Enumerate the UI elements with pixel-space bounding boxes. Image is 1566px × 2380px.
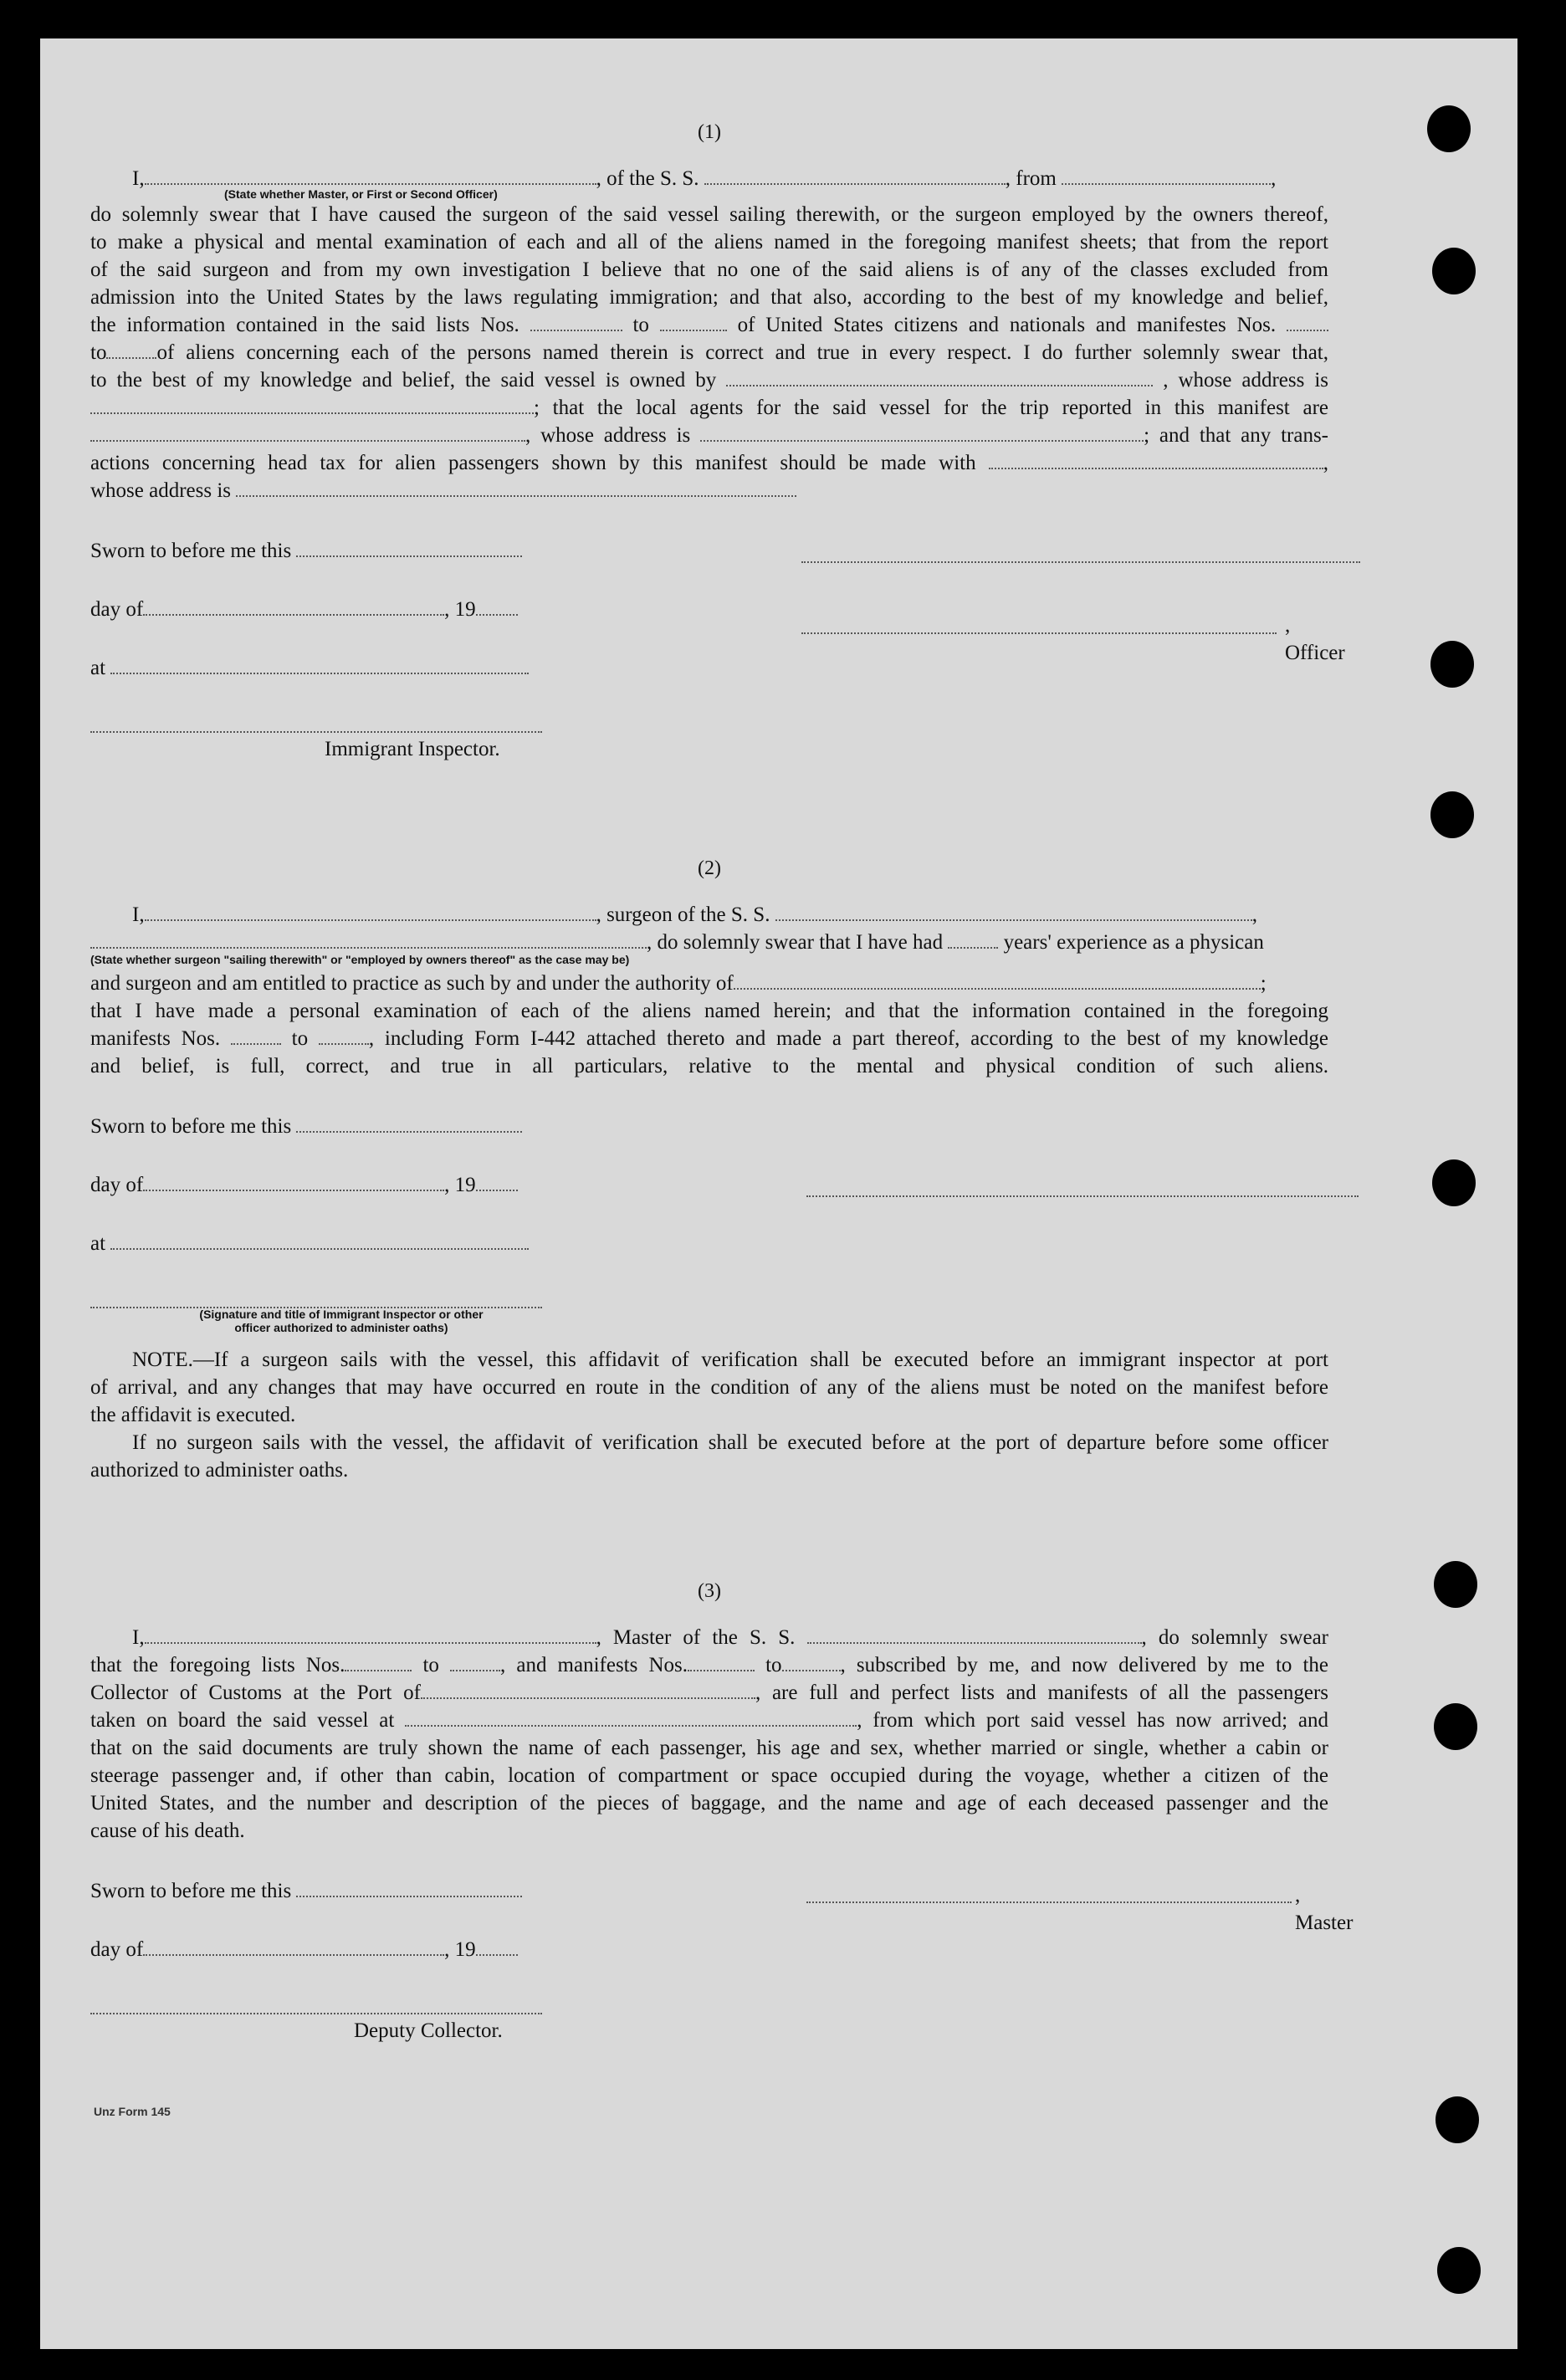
section-1 [90, 119, 1345, 763]
surgeon-signature-line[interactable] [806, 1194, 1359, 1197]
aliens-line [90, 339, 1328, 366]
text: to make a physical and mental examination of each and all of the aliens named in the foregoing manifest sheets; that from the report [90, 231, 1328, 253]
punch-hole [1427, 105, 1471, 152]
punch-hole [1430, 641, 1474, 688]
text: steerage passenger and, if other than cabin, location of compartment or space occupied during the voyage, whether a citizen of the [90, 1764, 1328, 1787]
punch-hole [1437, 2247, 1481, 2294]
section-1-number: (1) [698, 121, 721, 143]
text: to [632, 314, 649, 336]
punch-hole [1434, 1703, 1477, 1750]
text: , [1323, 452, 1328, 474]
sworn-date-field[interactable] [296, 539, 522, 557]
text: day of [90, 1174, 144, 1196]
officer-name-field[interactable] [145, 166, 596, 185]
text: and belief, is full, correct, and true in all particulars, relative to the mental and physical condition of such aliens. [90, 1055, 1328, 1077]
officer-signature-line-2[interactable] [801, 631, 1277, 634]
lists-line [90, 311, 1328, 339]
text: , 19 [444, 1938, 476, 1961]
text: to [422, 1654, 439, 1676]
text: I, [132, 167, 145, 190]
collector-line [90, 1679, 1328, 1707]
manifest-from-field[interactable] [231, 1026, 281, 1045]
text: that on the said documents are truly shown the name of each passenger, his age and sex, whether married or single, whether a cabin or [90, 1737, 1328, 1759]
surgeon-status-hint: (State whether surgeon "sailing therewith" or "employed by owners thereof" as the case may be) [90, 953, 630, 966]
inspector-label: Immigrant Inspector. [325, 738, 500, 760]
text: , do solemnly swear that I have had [647, 931, 944, 954]
text: taken on board the said vessel at [90, 1709, 395, 1732]
owner-line [90, 366, 1328, 394]
text: I, [132, 1626, 145, 1649]
manifests-to-field[interactable] [106, 340, 156, 359]
text: NOTE.—If a surgeon sails with the vessel, this affidavit of verification shall be executed before an immigrant inspector at port [132, 1349, 1328, 1371]
punch-hole [1436, 2096, 1479, 2143]
authority-field[interactable] [734, 971, 1261, 990]
inspector-signature-field[interactable] [90, 1290, 542, 1308]
surgeon-status-field[interactable] [90, 930, 647, 949]
taken-on-board-line [90, 1707, 1328, 1734]
text: authorized to administer oaths. [90, 1459, 349, 1482]
port-field[interactable] [421, 1681, 755, 1699]
surgeon-ship-field[interactable] [775, 903, 1252, 921]
text: the affidavit is executed. [90, 1404, 296, 1426]
day-of-field[interactable] [143, 1937, 444, 1956]
punch-hole [1430, 791, 1474, 838]
agents-address-line [90, 422, 1328, 449]
text: , [1271, 167, 1277, 190]
head-tax-party-field[interactable] [989, 451, 1323, 469]
surgeon-name-field[interactable] [145, 903, 596, 921]
text: Sworn to before me this [90, 1880, 292, 1902]
ship-name-field[interactable] [704, 166, 1006, 185]
agents-address-field[interactable] [700, 423, 1144, 442]
text: cause of his death. [90, 1820, 245, 1842]
owner-address-field[interactable] [90, 396, 534, 414]
form-number: Unz Form 145 [94, 2105, 171, 2118]
text: , subscribed by me, and now delivered by me to the [840, 1654, 1329, 1676]
text: and surgeon and am entitled to practice as such by and under the authority of [90, 972, 734, 995]
text: of the said surgeon and from my own investigation I believe that no one of the said aliens is of any of the classes excluded from [90, 258, 1328, 281]
text: to [90, 341, 107, 364]
text: years' experience as a physican [1003, 931, 1264, 954]
text: , 19 [444, 598, 476, 621]
text: , are full and perfect lists and manifests of all the passengers [755, 1681, 1328, 1704]
text: , from which port said vessel has now arrived; and [857, 1709, 1329, 1732]
year-field[interactable] [476, 1173, 518, 1191]
text: of aliens concerning each of the persons named therein is correct and true in every respect. I do further solemnly swear that, [156, 341, 1328, 364]
text: officer authorized to administer oaths) [234, 1321, 448, 1334]
text: whose address is [90, 479, 232, 502]
text: , of the S. S. [596, 167, 699, 190]
section-1-jurat [90, 535, 1345, 763]
text: Sworn to before me this [90, 540, 292, 562]
text: If no surgeon sails with the vessel, the affidavit of verification shall be executed before at the port of departure before some officer [132, 1431, 1328, 1454]
text: , whose address is [525, 424, 691, 447]
year-field[interactable] [476, 597, 518, 616]
text: ; that the local agents for the said vessel for the trip reported in this manifest are [534, 397, 1328, 419]
text: Collector of Customs at the Port of [90, 1681, 421, 1704]
text: do solemnly swear that I have caused the surgeon of the said vessel sailing therewith, or the surgeon employed by the owners thereof, [90, 203, 1328, 226]
text: , [1251, 903, 1257, 926]
manifests-from-field[interactable] [1287, 313, 1328, 331]
text: manifests Nos. [90, 1027, 221, 1050]
section-2-number: (2) [698, 857, 721, 879]
officer-label: , Officer [1285, 614, 1345, 664]
master-label: , Master [1295, 1884, 1354, 1934]
at-place-field[interactable] [110, 656, 529, 674]
master-name-field[interactable] [145, 1625, 596, 1644]
port-of-embarkation-field[interactable] [405, 1708, 857, 1727]
section-2 [90, 855, 1328, 1484]
section-3-jurat [90, 1875, 1354, 2045]
head-tax-address-line [90, 477, 1328, 504]
text: , whose address is [1163, 369, 1328, 392]
owner-field[interactable] [726, 368, 1153, 386]
officer-signature-line-1[interactable] [801, 560, 1360, 563]
punch-hole [1432, 1159, 1476, 1206]
lists-to-field[interactable] [660, 313, 727, 331]
note-block [90, 1346, 1328, 1484]
text: United States, and the number and description of the pieces of baggage, and the name and age of each deceased passenger and the [90, 1792, 1328, 1814]
text: , surgeon of the S. S. [596, 903, 770, 926]
collector-label: Deputy Collector. [354, 2019, 503, 2042]
text: that I have made a personal examination of each of the aliens named herein; and that the information contained in the foregoing [90, 1000, 1328, 1022]
text: to [765, 1654, 782, 1676]
text: (Signature and title of Immigrant Inspector or other [199, 1308, 484, 1321]
section-2-jurat [90, 1110, 1328, 1334]
text: ; and that any trans- [1144, 424, 1329, 447]
manifests-from-field[interactable] [688, 1653, 755, 1671]
head-tax-line [90, 449, 1328, 477]
text: , including Form I-442 attached thereto and made a part thereof, according to the best of my knowledge [368, 1027, 1328, 1050]
year-field[interactable] [476, 1937, 518, 1956]
master-line [90, 1624, 1328, 1651]
surgeon-oath-line [90, 901, 1328, 929]
punch-hole [1434, 1561, 1477, 1608]
text: , do solemnly swear [1141, 1626, 1328, 1649]
text: day of [90, 1938, 144, 1961]
head-tax-address-field[interactable] [236, 479, 796, 497]
sworn-date-field[interactable] [296, 1879, 522, 1897]
text: ; [1260, 972, 1267, 995]
years-field[interactable] [948, 930, 998, 949]
text: to [291, 1027, 309, 1050]
text: actions concerning head tax for alien passengers shown by this manifest should be made with [90, 452, 976, 474]
text: to the best of my knowledge and belief, the said vessel is owned by [90, 369, 717, 392]
lists-from-field[interactable] [345, 1653, 412, 1671]
text: the information contained in the said lists Nos. [90, 314, 519, 336]
text: of United States citizens and nationals and manifestes Nos. [737, 314, 1277, 336]
inspector-signature-field[interactable] [90, 714, 542, 733]
section-3 [90, 1578, 1354, 2045]
agents-field[interactable] [90, 423, 525, 442]
signature-hint [90, 1308, 550, 1334]
from-port-field[interactable] [1062, 166, 1271, 185]
agents-line [90, 394, 1328, 422]
text: that the foregoing lists Nos. [90, 1654, 345, 1676]
text: , from [1005, 167, 1057, 190]
authority-line [90, 970, 1328, 997]
text: admission into the United States by the laws regulating immigration; and that also, according to the best of my knowledge and belief, [90, 286, 1328, 309]
at-place-field[interactable] [110, 1231, 529, 1250]
day-of-field[interactable] [143, 1173, 444, 1191]
master-ship-field[interactable] [807, 1625, 1142, 1644]
lists-to-field[interactable] [450, 1653, 500, 1671]
manifests-to-field[interactable] [782, 1653, 841, 1671]
day-of-field[interactable] [143, 597, 444, 616]
text: , 19 [444, 1174, 476, 1196]
text: day of [90, 598, 144, 621]
text: at [90, 657, 106, 679]
experience-line [90, 929, 1328, 956]
officer-rank-hint: (State whether Master, or First or Second Officer) [224, 187, 498, 201]
collector-signature-field[interactable] [90, 1996, 542, 2014]
lists-from-field[interactable] [530, 313, 622, 331]
section-3-number: (3) [698, 1580, 721, 1602]
lists-nos-line [90, 1651, 1328, 1679]
master-oath-line [90, 165, 1328, 192]
text: , Master of the S. S. [596, 1626, 796, 1649]
text: of arrival, and any changes that may have occurred en route in the condition of any of the aliens must be noted on the manifest before [90, 1376, 1328, 1399]
manifests-line [90, 1025, 1328, 1052]
text: I, [132, 903, 145, 926]
manifest-affidavit-page [40, 38, 1517, 2349]
manifest-to-field[interactable] [319, 1026, 369, 1045]
sworn-date-field[interactable] [296, 1114, 522, 1133]
text: at [90, 1232, 106, 1255]
text: Sworn to before me this [90, 1115, 292, 1138]
text: , and manifests Nos. [500, 1654, 688, 1676]
punch-hole [1432, 248, 1476, 294]
master-signature-line[interactable] [806, 1900, 1292, 1903]
